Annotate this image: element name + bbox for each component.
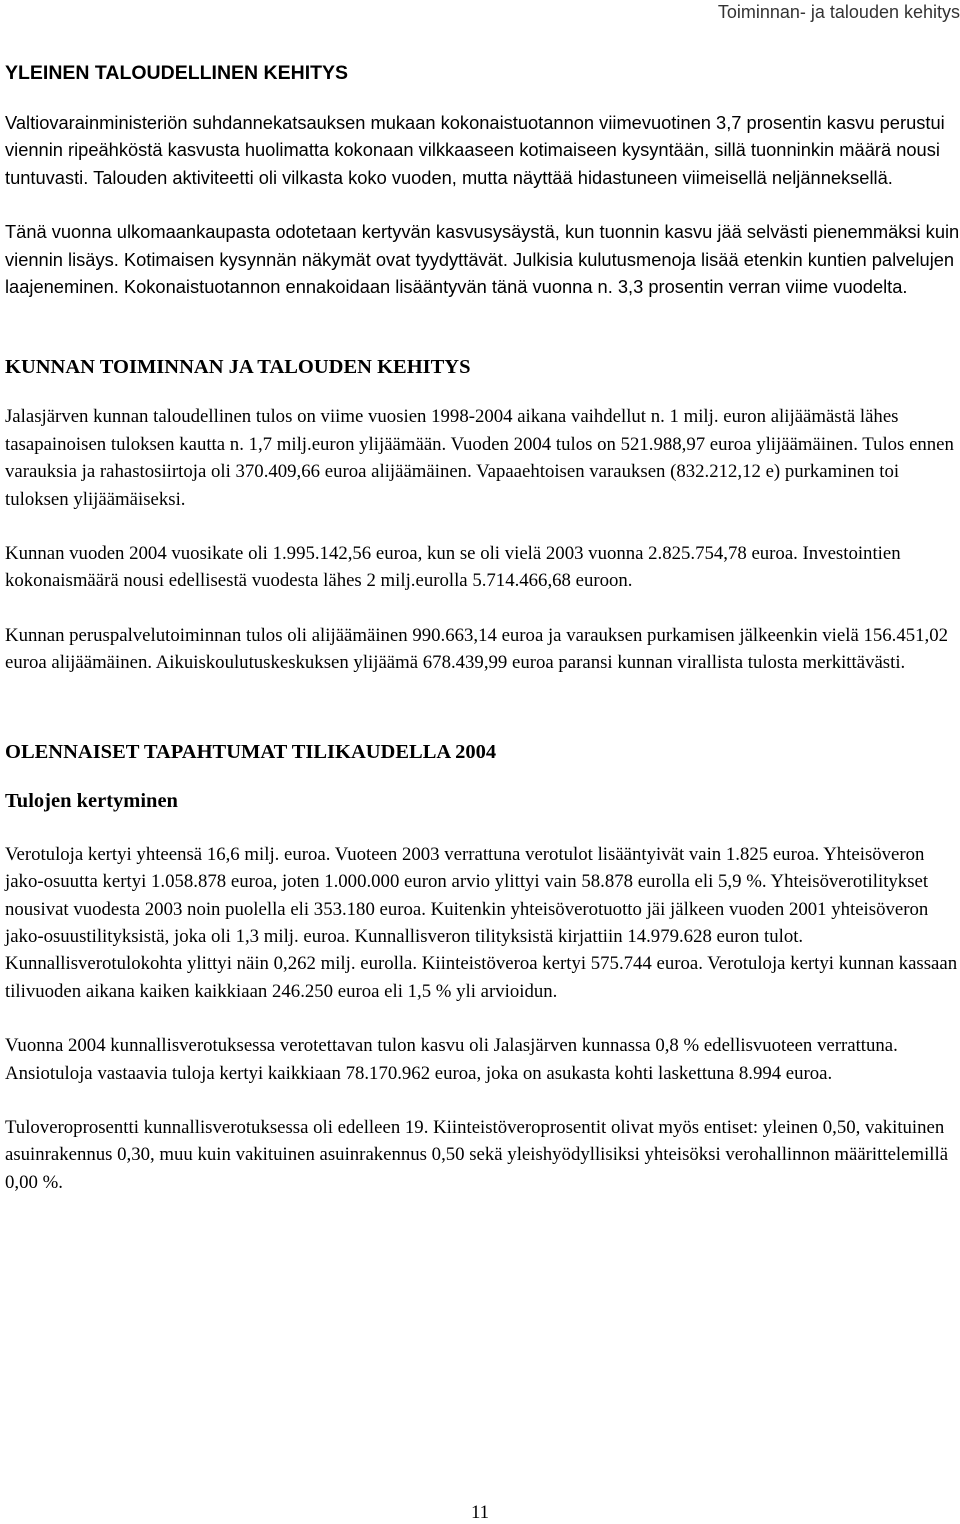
paragraph-municipality-2: Kunnan vuoden 2004 vuosikate oli 1.995.142,56 euroa, kun se oli vielä 2003 vuonna 2.825.754,78 euroa. Investointien kokonaismäärä nousi edellisestä vuodesta lähes 2 milj.eurolla 5.714.466,68 euroon. — [5, 543, 901, 592]
paragraph-events-2: Vuonna 2004 kunnallisverotuksessa verotettavan tulon kasvu oli Jalasjärven kunnassa 0,8 % edellisvuoteen verrattuna. Ansiotuloja vastaavia tuloja kertyi kaikkiaan 78.170.962 euroa, joka on asukasta kohti laskettuna 8.994 euroa. — [5, 1035, 898, 1084]
running-header: Toiminnan- ja talouden kehitys — [717, 2, 960, 22]
paragraph-general-1: Valtiovarainministeriön suhdannekatsauksen mukaan kokonaistuotannon viimevuotinen 3,7 prosentin kasvu perustui viennin ripeähköstä kasvusta huolimatta kokonaan vilkkaaseen kotimaiseen kysyntään, sillä tuonninkin määrä nousi tuntuvasti. Talouden aktiviteetti oli vilkasta koko vuoden, mutta näyttää hidastuneen viimeisellä neljänneksellä. — [5, 112, 945, 188]
section-title-municipality: KUNNAN TOIMINNAN JA TALOUDEN KEHITYS — [5, 356, 471, 379]
subsection-title-income: Tulojen kertyminen — [5, 789, 178, 812]
paragraph-municipality-3: Kunnan peruspalvelutoiminnan tulos oli alijäämäinen 990.663,14 euroa ja varauksen purkamisen jälkeenkin vielä 156.451,02 euroa alijäämäinen. Aikuiskoulutuskeskuksen ylijäämä 678.439,99 euroa paransi kunnan virallista tulosta merkittävästi. — [5, 624, 948, 674]
document-body — [5, 60, 960, 1223]
section-title-general: YLEINEN TALOUDELLINEN KEHITYS — [5, 62, 349, 84]
paragraph-events-3: Tuloveroprosentti kunnallisverotuksessa oli edelleen 19. Kiinteistöveroprosentit olivat myös entiset: yleinen 0,50, vakituinen asuinrakennus 0,30, muu kuin vakituinen asuinrakennus 0,50 sekä yleishyödyllisiksi yhteisöksi verohallinnon määrittelemillä 0,00 %. — [5, 1116, 949, 1193]
paragraph-municipality-1: Jalasjärven kunnan taloudellinen tulos on viime vuosien 1998-2004 aikana vaihdellut n. 1 milj. euron alijäämästä lähes tasapainoisen tuloksen kautta n. 1,7 milj.euron ylijäämään. Vuoden 2004 tulos on 521.988,97 euroa ylijäämäinen. Tulos ennen varauksia ja rahastosiirtoja oli 370.409,66 euroa alijäämäinen. Vapaaehtoisen varauksen (832.212,12 e) purkaminen toi tuloksen ylijäämäiseksi. — [5, 406, 954, 510]
section-title-events: OLENNAISET TAPAHTUMAT TILIKAUDELLA 2004 — [5, 740, 497, 763]
paragraph-general-2: Tänä vuonna ulkomaankaupasta odotetaan kertyvän kasvusysäystä, kun tuonnin kasvu jää selvästi pienemmäksi kuin viennin lisäys. Kotimaisen kysynnän näkymät ovat tyydyttävät. Julkisia kulutusmenoja lisää etenkin kuntien palvelujen laajeneminen. Kokonaistuotannon ennakoidaan lisääntyvän tänä vuonna n. 3,3 prosentin verran viime vuodelta. — [5, 221, 960, 298]
page-number: 11 — [470, 1502, 490, 1523]
paragraph-events-1: Verotuloja kertyi yhteensä 16,6 milj. euroa. Vuoteen 2003 verrattuna verotulot lisääntyivät vain 1.825 euroa. Yhteisöveron jako-osuutta kertyi 1.058.878 euroa, joten 1.000.000 euron arvio ylittyi vain 58.878 eurolla eli 5,9 %. Yhteisöverotilitykset nousivat vuodesta 2003 noin puolella eli 353.180 euroa. Kuitenkin yhteisöverotuotto jäi jälkeen vuoden 2001 yhteisöveron jako-osuustilityksistä, joka oli 1,3 milj. euroa. Kunnallisveron tilityksistä kirjattiin 14.979.628 euron tulot. Kunnallisverotulokohta ylittyi näin 0,262 milj. eurolla. Kiinteistöveroa kertyi 575.744 euroa. Verotuloja kertyi kunnan kassaan tilivuoden aikana kaiken kaikkiaan 246.250 euroa eli 1,5 % yli arvioidun. — [5, 843, 958, 1002]
